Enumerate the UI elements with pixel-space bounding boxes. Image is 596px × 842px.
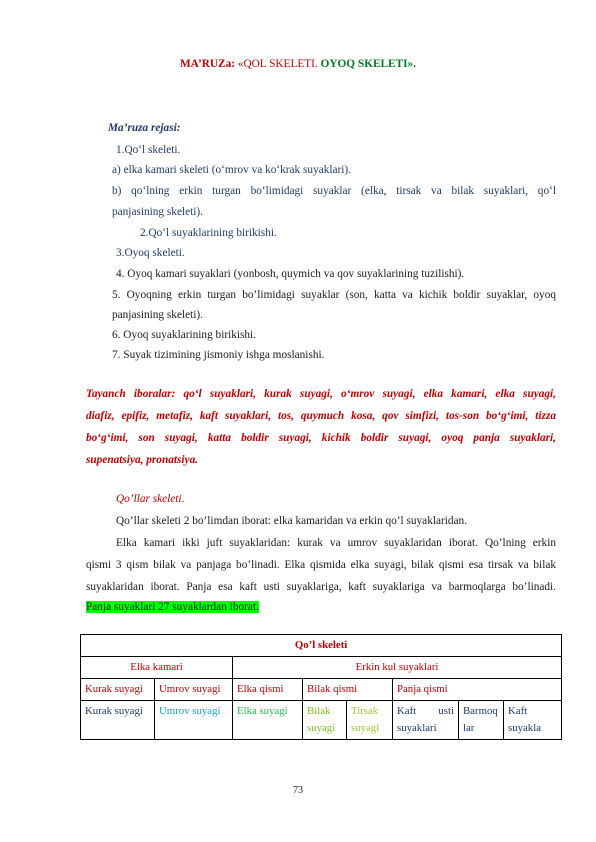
title-prefix: MA’RUZa: [179,58,235,70]
table-cell: Tirsak suyagi [347,701,393,740]
table-cell: Barmoq lar [459,701,504,740]
keywords-line-4: supenatsiya, pronatsiya. [86,454,199,466]
section-heading-dot: . [181,493,185,505]
table-cell: Bilak suyagi [303,701,347,740]
keywords-line-2: diafiz, epifiz, metafiz, kaft suyaklari, tos, quymuch kosa, qov simfizi, tos-son bo‘g‘imi, tizza [86,410,556,422]
table-cell: Bilak qismi [303,679,393,701]
skeleton-table [80,634,562,740]
section-paragraph-2-line-3: suyaklaridan iborat. Panja esa kaft usti suyaklariga, kaft suyaklariga va barmoqlarga bo’linadi. [86,581,556,593]
plan-item-5: 5. Oyoqning erkin turgan bo’limidagi suyaklar (son, katta va kichik boldir suyaklar, oyoq [112,289,556,301]
plan-item-2: 2.Qo‘l suyaklarining birikishi. [140,227,277,239]
section-heading [116,492,184,506]
table-cell: Kaft suyakla [504,701,562,740]
table-cell: Kurak suyagi [81,679,155,701]
section-paragraph-2-line-1: Elka kamari ikki juft suyaklaridan: kurak va umrov suyaklaridan iborat. Qo’lning erkin [116,537,556,549]
table-title: Qo’l skeleti [81,635,562,657]
section-paragraph-2-line-2: qismi 3 qism bilak va panjaga bo’linadi. Elka qismida elka suyagi, bilak qismi esa tirsak va bilak [86,559,556,571]
title-part1: «QOL SKELETI. [237,58,318,70]
plan-heading: Ma’ruza rejasi: [108,122,181,134]
plan-item-7: 7. Suyak tizimining jismoniy ishga moslanishi. [112,349,325,361]
table-row [81,701,562,740]
section-highlight [86,600,259,614]
section-paragraph-1: Qo’llar skeleti 2 bo’limdan iborat: elka kamaridan va erkin qo’l suyaklaridan. [116,515,468,527]
keywords-line-1: Tayanch iboralar: qo‘l suyaklari, kurak suyagi, o‘mrov suyagi, elka kamari, elka suyagi, [86,388,556,400]
table-group-row [81,657,562,679]
plan-item-3: 3.Oyoq skeleti. [116,247,185,259]
plan-item-4: 4. Oyoq kamari suyaklari (yonbosh, quymich va qov suyaklarining tuzilishi). [116,268,465,280]
keywords-line-3: bo‘g‘imi, son suyagi, katta boldir suyagi, kichik boldir suyagi, oyoq panja suyaklari, [86,432,556,444]
plan-item-b-cont: panjasining skeleti). [112,206,203,218]
section-heading-text: Qo’llar skeleti [116,493,182,505]
table-cell: Kaft usti suyaklari [393,701,459,740]
table-row [81,679,562,701]
plan-item-6: 6. Oyoq suyaklarining birikishi. [112,329,257,341]
page-title [0,57,596,71]
plan-item-b: b) qo‘lning erkin turgan bo‘limidagi suyaklar (elka, tirsak va bilak suyaklari, qo‘l [112,185,556,197]
plan-item-a: a) elka kamari skeleti (o‘mrov va ko‘krak suyaklari). [112,164,352,176]
title-part2: OYOQ SKELETI». [320,58,416,70]
table-cell: Umrov suyagi [155,679,233,701]
table-cell: Panja qismi [393,679,562,701]
table-cell: Umrov suyagi [155,701,233,740]
table-group-elka-kamari: Elka kamari [81,657,233,679]
plan-item-1: 1.Qo‘l skeleti. [116,144,181,156]
table-cell: Elka qismi [233,679,303,701]
table-cell: Kurak suyagi [81,701,155,740]
plan-item-5-cont: panjasining skeleti). [112,309,203,321]
table-title-row [81,635,562,657]
table-group-erkin-kul: Erkin kul suyaklari [233,657,562,679]
page-number: 73 [293,785,303,796]
highlighted-sentence: Panja suyaklari 27 suyaklardan iborat. [86,601,259,613]
table-cell: Elka suyagi [233,701,303,740]
